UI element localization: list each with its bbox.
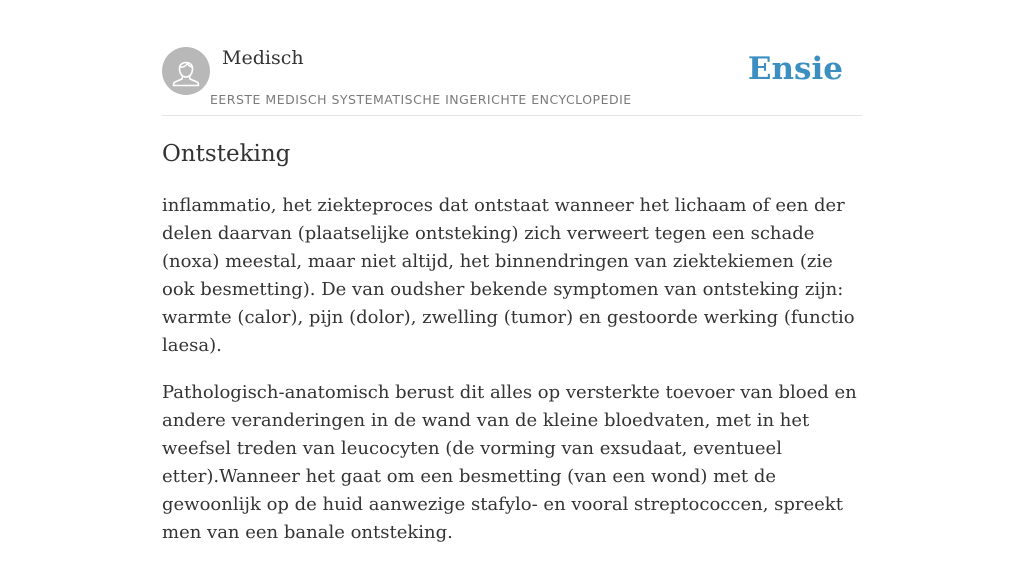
user-silhouette-icon	[162, 47, 210, 95]
article-title: Ontsteking	[162, 141, 291, 167]
author-avatar[interactable]	[162, 47, 210, 95]
article-body	[162, 192, 862, 566]
ensie-logo-link[interactable]: Ensie	[747, 51, 843, 87]
author-name[interactable]: Medisch	[222, 47, 304, 69]
article-paragraph: inflammatio, het ziekteproces dat ontstaat wanneer het lichaam of een der delen daarvan (plaatselijke ontsteking) zich verweert tegen een schade (noxa) meestal, maar niet altijd, het binnendringen van ziektekiemen (zie ook besmetting). De van oudsher bekende symptomen van ontsteking zijn: warmte (calor), pijn (dolor), zwelling (tumor) en gestoorde werking (functio laesa).	[162, 195, 855, 356]
article-paragraph: Pathologisch-anatomisch berust dit alles op versterkte toevoer van bloed en andere veranderingen in de wand van de kleine bloedvaten, met in het weefsel treden van leucocyten (de vorming van exsudaat, eventueel etter).Wanneer het gaat om een besmetting (van een wond) met de gewoonlijk op de huid aanwezige stafylo- en vooral streptococcen, spreekt men van een banale ontsteking.	[162, 382, 857, 543]
site-header	[162, 46, 862, 116]
encyclopedia-subtitle[interactable]: EERSTE MEDISCH SYSTEMATISCHE INGERICHTE ENCYCLOPEDIE	[210, 92, 632, 107]
